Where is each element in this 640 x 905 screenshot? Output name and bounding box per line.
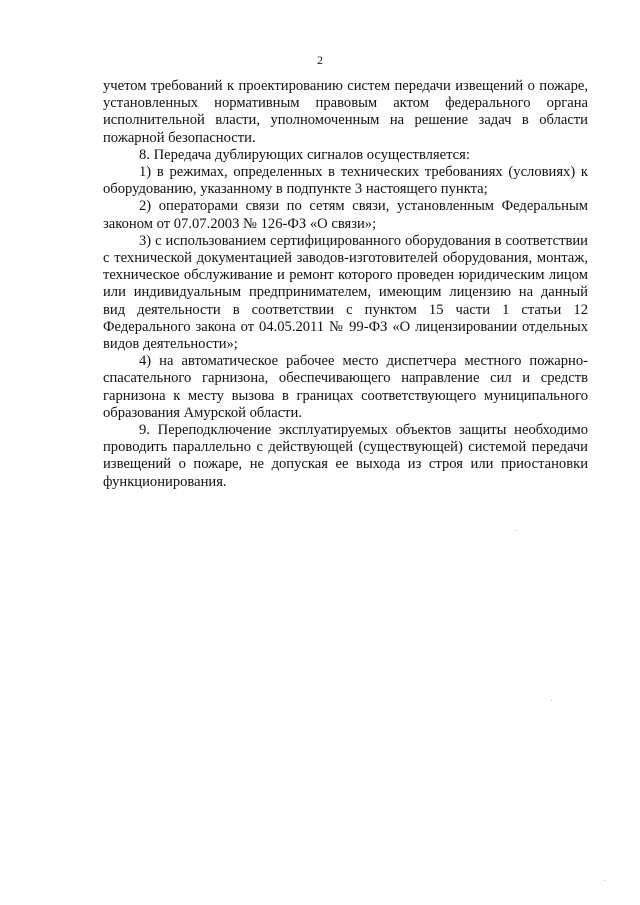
- paragraph-subitem-3: 3) с использованием сертифицированного оборудования в соответствии с технической документацией заводов-изготовителей оборудования, монтаж, техническое обслуживание и ремонт которого проведен юридическим лицом или индивидуальным предпринимателем, имеющим лицензию на данный вид деятельности в соответствии с пунктом 15 части 1 статьи 12 Федерального закона от 04.05.2011 № 99-ФЗ «О лицензировании отдельных видов деятельности»;: [103, 232, 588, 353]
- paragraph-item-8: 8. Передача дублирующих сигналов осуществляется:: [139, 146, 470, 163]
- paragraph-subitem-2: 2) операторами связи по сетям связи, установленным Федеральным законом от 07.07.2003 № 126-ФЗ «О связи»;: [103, 198, 588, 232]
- scan-speck: [551, 700, 552, 701]
- page-number: 2: [317, 53, 323, 67]
- scan-speck: [516, 530, 517, 531]
- paragraph-item-9: 9. Переподключение эксплуатируемых объектов защиты необходимо проводить параллельно с действующей (существующей) системой передачи извещений о пожаре, не допуская ее выхода из строя или приостановки функционирования.: [103, 422, 588, 490]
- scan-speck: [604, 880, 605, 881]
- document-body: [103, 78, 588, 491]
- paragraph-subitem-4: 4) на автоматическое рабочее место диспетчера местного пожарно-спасательного гарнизона, обеспечивающего направление сил и средств гарнизона к месту вызова в границах соответствующего муниципального образования Амурской области.: [103, 353, 588, 421]
- paragraph-continuation: учетом требований к проектированию систем передачи извещений о пожаре, установленных нормативным правовым актом федерального органа исполнительной власти, уполномоченным на решение задач в области пожарной безопасности.: [103, 78, 588, 146]
- paragraph-subitem-1: 1) в режимах, определенных в технических требованиях (условиях) к оборудованию, указанному в подпункте 3 настоящего пункта;: [103, 164, 588, 198]
